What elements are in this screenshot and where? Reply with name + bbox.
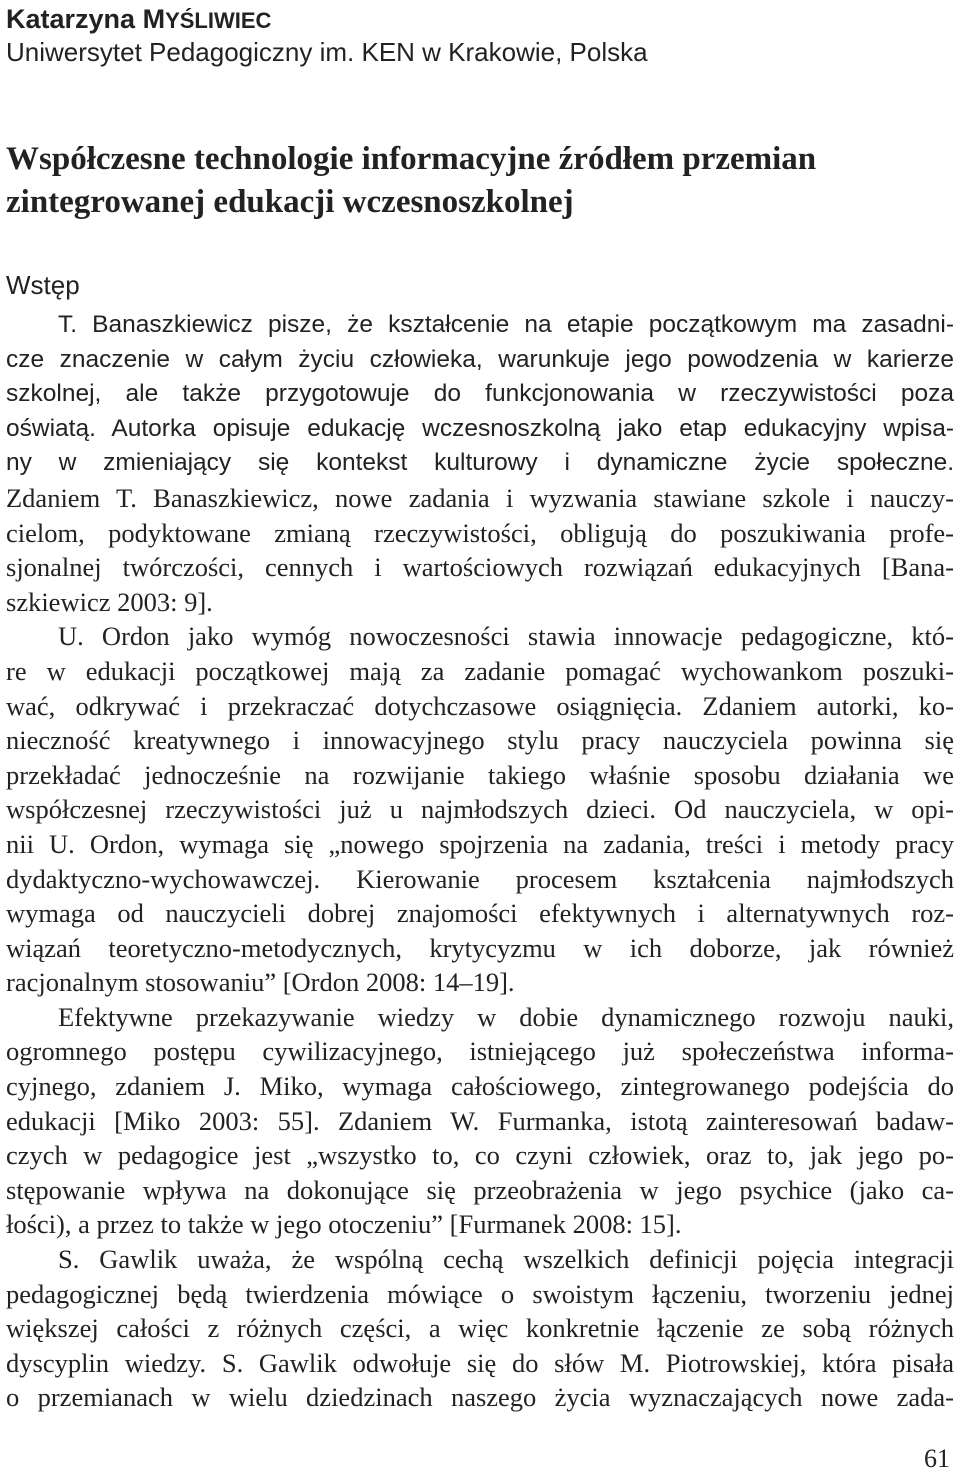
body-line: stępowanie wpływa na dokonujące się przeobrażenia w jego psychice (jako ca- <box>6 1174 954 1205</box>
body-line: dyscyplin wiedzy. S. Gawlik odwołuje się do słów M. Piotrowskiej, która pisała <box>6 1347 954 1378</box>
body-line: Zdaniem T. Banaszkiewicz, nowe zadania i wyzwania stawiane szkole i nauczy- <box>6 482 954 513</box>
body-text <box>6 308 954 1415</box>
body-line: racjonalnym stosowaniu” [Ordon 2008: 14–19]. <box>6 967 515 998</box>
body-line: współczesnej rzeczywistości już u najmłodszych dzieci. Od nauczyciela, w opi- <box>6 794 954 825</box>
author-name <box>6 2 271 38</box>
body-line: S. Gawlik uważa, że wspólną cechą wszelkich definicji pojęcia integracji <box>58 1244 954 1275</box>
body-line: T. Banaszkiewicz pisze, że kształcenie na etapie początkowym ma zasadni- <box>58 311 954 338</box>
body-line: nii U. Ordon, wymaga się „nowego spojrzenia na zadania, treści i metody pracy <box>6 828 954 859</box>
body-line: wiązań teoretyczno-metodycznych, krytycyzmu w ich doborze, jak również <box>6 932 954 963</box>
section-heading: Wstęp <box>6 270 80 300</box>
body-line: sjonalnej twórczości, cennych i wartościowych rozwiązań edukacyjnych [Bana- <box>6 552 954 583</box>
body-line: wać, odkrywać i przekraczać dotychczasowe osiągnięcia. Zdaniem autorki, ko- <box>6 690 954 721</box>
body-line: cyjnego, zdaniem J. Miko, wymaga całościowego, zintegrowanego podejścia do <box>6 1071 954 1102</box>
body-line: cielom, podyktowane zmianą rzeczywistości, obligują do poszukiwania profe- <box>6 517 954 548</box>
author-surname-initial: M <box>142 4 166 34</box>
body-line: re w edukacji początkowej mają za zadanie pomagać wychowankom poszuki- <box>6 655 954 686</box>
body-line: przekładać jednocześnie na rozwijanie takiego właśnie sposobu działania we <box>6 759 954 790</box>
article-title-line-2: zintegrowanej edukacji wczesnoszkolnej <box>6 184 574 220</box>
page-number: 61 <box>924 1444 950 1473</box>
body-line: szkiewicz 2003: 9]. <box>6 586 213 617</box>
body-line: Efektywne przekazywanie wiedzy w dobie dynamicznego rozwoju nauki, <box>58 1001 954 1032</box>
body-line: cze znaczenie w całym życiu człowieka, warunkuje jego powodzenia w karierze <box>6 345 954 373</box>
author-affiliation: Uniwersytet Pedagogiczny im. KEN w Krakowie, Polska <box>6 37 648 67</box>
body-line: większej całości z różnych części, a więc konkretnie łączenie ze sobą różnych <box>6 1313 954 1344</box>
body-line: U. Ordon jako wymóg nowoczesności stawia innowacje pedagogiczne, któ- <box>58 621 954 652</box>
author-given-name: Katarzyna <box>6 4 136 34</box>
body-line: ny w zmieniający się kontekst kulturowy i dynamiczne życie społeczne. <box>6 449 954 477</box>
body-line: czych w pedagogice jest „wszystko to, co czyni człowiek, oraz to, jak jego po- <box>6 1140 954 1171</box>
body-line: edukacji [Miko 2003: 55]. Zdaniem W. Furmanka, istotą zainteresowań badaw- <box>6 1105 954 1136</box>
article-title-line-1: Współczesne technologie informacyjne źródłem przemian <box>6 141 817 177</box>
body-line: oświatą. Autorka opisuje edukację wczesnoszkolną jako etap edukacyjny wpisa- <box>6 414 954 442</box>
article-title <box>6 138 954 224</box>
body-line: ogromnego postępu cywilizacyjnego, istniejącego już społeczeństwa informa- <box>6 1036 954 1067</box>
body-line: pedagogicznej będą twierdzenia mówiące o swoistym łączeniu, tworzeniu jednej <box>6 1278 954 1309</box>
body-line: łości), a przez to także w jego otoczeniu” [Furmanek 2008: 15]. <box>6 1209 682 1240</box>
author-surname-rest: YŚLIWIEC <box>165 8 272 33</box>
body-line: dydaktyczno-wychowawczej. Kierowanie procesem kształcenia najmłodszych <box>6 863 954 894</box>
body-line: o przemianach w wielu dziedzinach naszego życia wyznaczających nowe zada- <box>6 1382 954 1413</box>
body-line: nieczność kreatywnego i innowacyjnego stylu pracy nauczyciela powinna się <box>6 725 954 756</box>
document-page <box>6 0 954 1475</box>
body-line: wymaga od nauczycieli dobrej znajomości efektywnych i alternatywnych roz- <box>6 898 954 929</box>
body-line: szkolnej, ale także przygotowuje do funkcjonowania w rzeczywistości poza <box>6 380 954 408</box>
